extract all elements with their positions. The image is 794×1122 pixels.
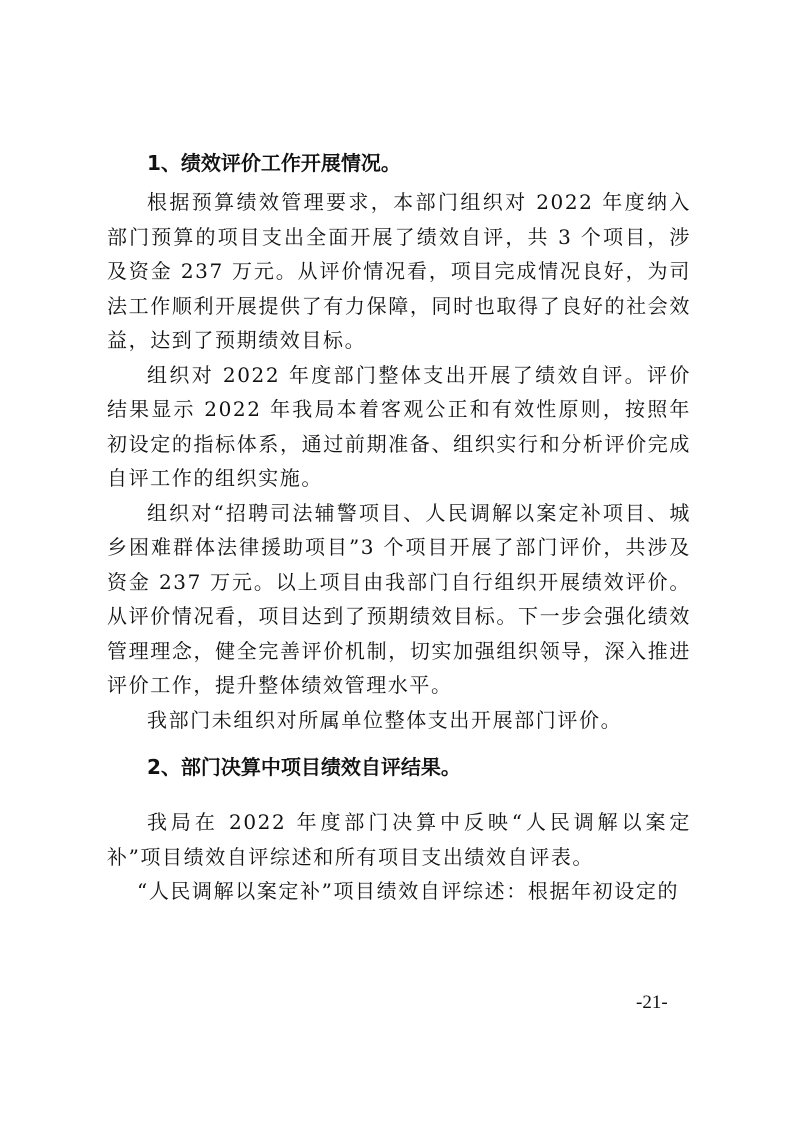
- section-1-paragraph-4: 我部门未组织对所属单位整体支出开展部门评价。: [147, 707, 623, 732]
- document-body: [107, 146, 691, 909]
- section-1-heading: 1、绩效评价工作开展情况。: [147, 151, 401, 175]
- page-number: -21-: [636, 992, 668, 1013]
- section-1-paragraph-1: 根据预算绩效管理要求，本部门组织对 2022 年度纳入部门预算的项目支出全面开展了绩效自评，共 3 个项目，涉及资金 237 万元。从评价情况看，项目完成情况良好，为司法工作顺利开展提供了有力保障，同时也取得了良好的社会效益，达到了预期绩效目标。: [107, 190, 691, 352]
- section-2-paragraph-1: 我局在 2022 年度部门决算中反映“人民调解以案定补”项目绩效自评综述和所有项目支出绩效自评表。: [107, 810, 691, 869]
- section-1-paragraph-2: 组织对 2022 年度部门整体支出开展了绩效自评。评价结果显示 2022 年我局本着客观公正和有效性原则，按照年初设定的指标体系，通过前期准备、组织实行和分析评价完成自评工作的组织实施。: [107, 362, 691, 490]
- section-1-paragraph-3: 组织对“招聘司法辅警项目、人民调解以案定补项目、城乡困难群体法律援助项目”3 个项目开展了部门评价，共涉及资金 237 万元。以上项目由我部门自行组织开展绩效评价。从评价情况看，项目达到了预期绩效目标。下一步会强化绩效管理理念，健全完善评价机制，切实加强组织领导，深入推进评价工作，提升整体绩效管理水平。: [107, 500, 691, 697]
- section-2-heading: 2、部门决算中项目绩效自评结果。: [147, 755, 461, 779]
- section-2-paragraph-2: “人民调解以案定补”项目绩效自评综述：根据年初设定的: [137, 879, 680, 903]
